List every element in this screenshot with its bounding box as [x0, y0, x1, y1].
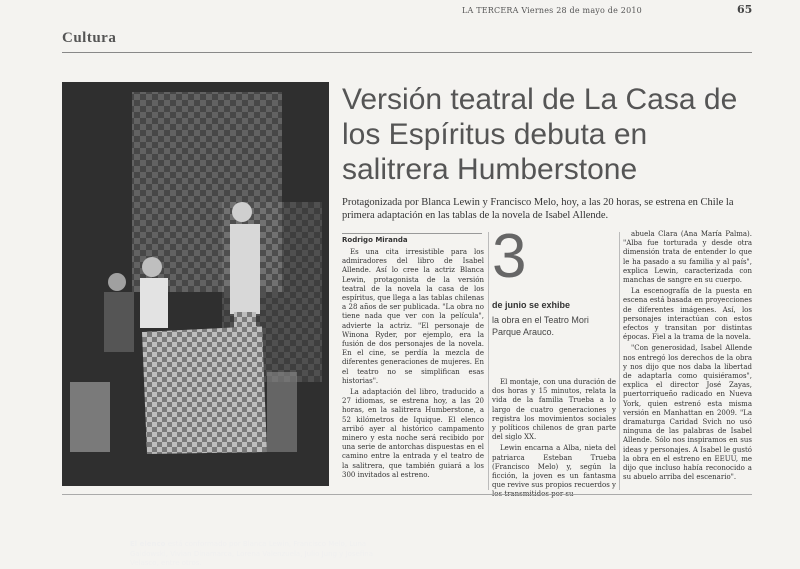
paragraph: La escenografía de la puesta en escena está basada en proyecciones de diferentes imágenes. Así, los personajes interactúan con estos efectos y transitan por distintas épocas. Fiel a la trama de la novela. [623, 287, 752, 342]
paragraph: El montaje, con una duración de dos horas y 15 minutos, relata la vida de la familia Trueba a lo largo de cuatro generaciones y registra los movimientos sociales y políticos chilenos de gran parte del siglo XX. [492, 378, 616, 442]
headline: Versión teatral de La Casa de los Espíritus debuta en salitrera Humberstone [342, 83, 738, 186]
photo-caption [130, 540, 386, 569]
page-number: 65 [737, 3, 753, 16]
paragraph: La adaptación del libro, traducido a 27 idiomas, se estrena hoy, a las 20 horas, en la salitrera Humberstone, a 52 kilómetros de Iquique. El elenco arribó ayer al histórico campamento minero y esta noche será recibido por una serie de antorchas dispuestas en el camino entre la entrada y el teatro de la salitrera, que también guiará a los 300 invitados al estreno. [342, 388, 484, 479]
caption-lead: El elenco [130, 540, 166, 548]
byline-rule [342, 233, 482, 234]
caption-text: está conformado por Blanca Lewin, Francisco Melo, Luna Gaidowski, Vivian Dinamarca, Lorena Valenzuela, Julio Jung y Josefina Velasco, entre otros. [130, 540, 373, 567]
stage-scene-illustration [62, 82, 329, 486]
column-divider [488, 232, 489, 490]
paragraph: abuela Clara (Ana María Palma). "Alba fue torturada y desde otra dimensión trata de entender lo que le ha pasado a su familia y al país", explica Lewin, caracterizada con manchas de sangre en su cuerpo. [623, 230, 752, 285]
section-title: Cultura [62, 30, 117, 46]
deck: Protagonizada por Blanca Lewin y Francisco Melo, hoy, a las 20 horas, se estrena en Chile la primera adaptación en las tablas de la novela de Isabel Allende. [342, 197, 734, 221]
column-divider [619, 232, 620, 490]
paragraph: Es una cita irresistible para los admiradores del libro de Isabel Allende. Así lo cree la actriz Blanca Lewin, protagonista de la versión teatral de la novela la casa de los espíritus, que llega a las tablas chilenas a 28 años de ser publicada. "La obra no tiene nada que ver con la película", advierte la actriz. "El personaje de Winona Ryder, por ejemplo, era la fusión de dos personajes de la novela. En el cine, se perdía la mezcla de diferentes generaciones de mujeres. En el teatro no se simplifican esas historias". [342, 248, 484, 385]
body-column-3 [623, 230, 752, 484]
bottom-rule [62, 494, 752, 495]
fact-heading: de junio se exhibe [492, 300, 571, 310]
byline: Rodrigo Miranda [342, 236, 408, 244]
body-column-2 [492, 378, 616, 502]
body-column-1 [342, 248, 484, 482]
masthead: LA TERCERA Viernes 28 de mayo de 2010 [462, 6, 642, 15]
fact-number: 3 [492, 222, 527, 291]
article-photo [62, 82, 373, 567]
fact-text: la obra en el Teatro Mori Parque Arauco. [492, 315, 589, 337]
paragraph: Lewin encarna a Alba, nieta del patriarca Esteban Trueba (Francisco Melo) y, según la ficción, la joven es un fantasma que revive sus propios recuerdos y [492, 444, 616, 490]
top-rule [62, 52, 752, 53]
paragraph: "Con generosidad, Isabel Allende nos entregó los derechos de la obra y nos dijo que nos daba la libertad de adaptarla como quisiéramos", explica el director José Zayas, puertorriqueño radicado en Nueva York, quien estrenó esta misma versión en Manhattan en 2009. "La dramaturga Caridad Svich no usó ninguna de las palabras de Isabel Allende. Sólo nos inspiramos en sus ideas y personajes. A Isabel le gustó la obra en el estreno en EEUU, me dijo que incluso había reconocido a su abuelo arriba del escenario". [623, 344, 752, 482]
